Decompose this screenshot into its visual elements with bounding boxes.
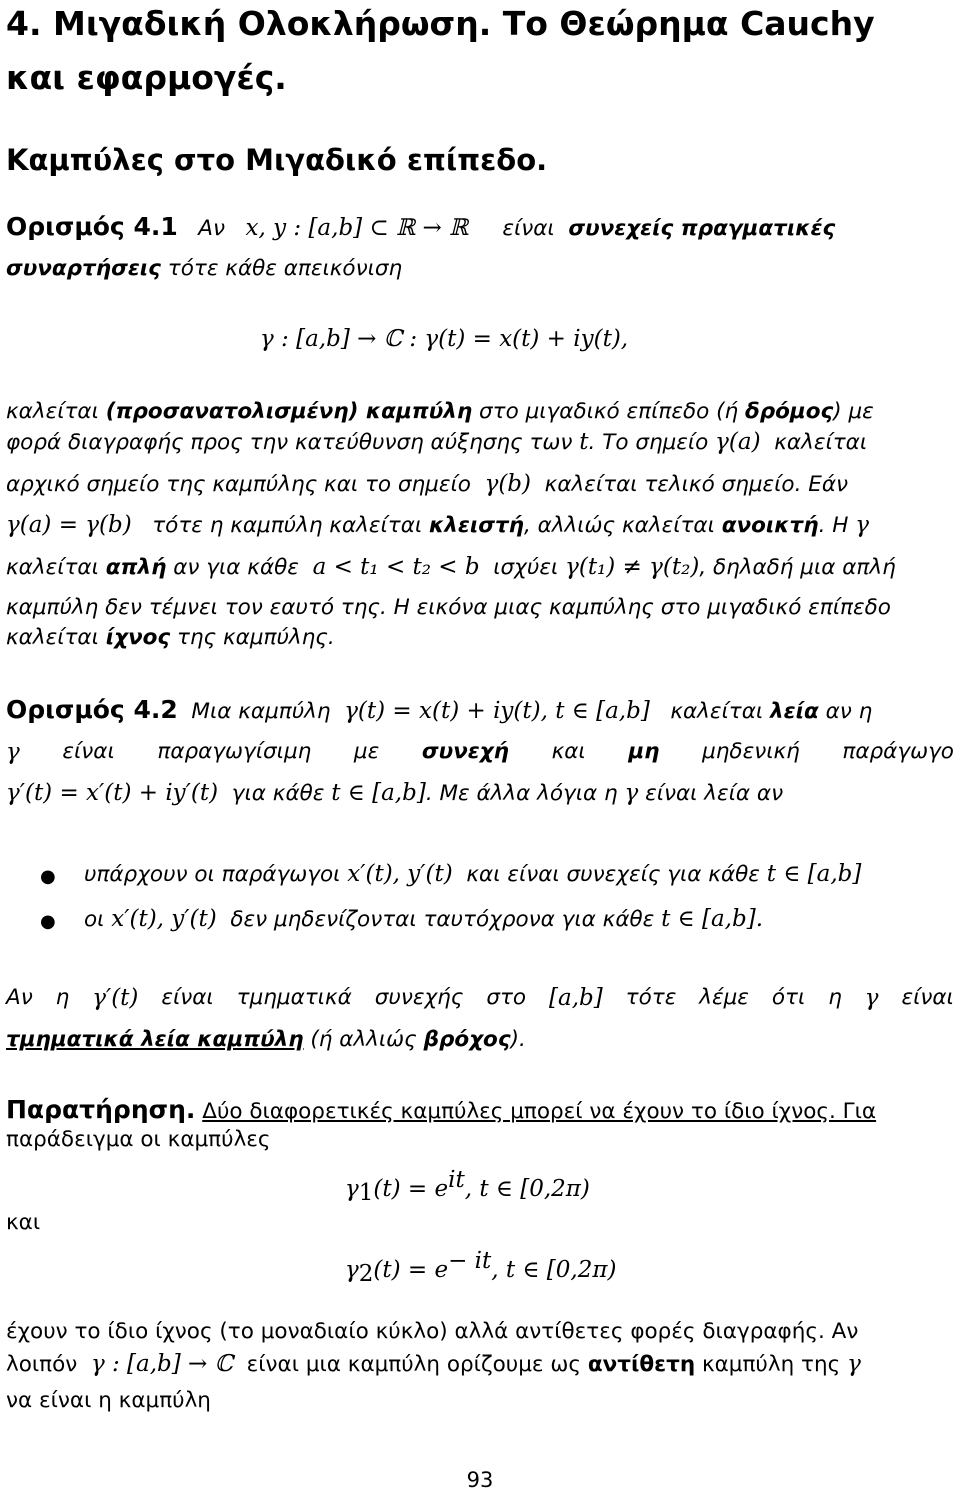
def1-para-line4 bbox=[6, 511, 954, 540]
def1-p1-a: καλείται bbox=[6, 399, 99, 424]
def2-l2-g: μηδενική bbox=[702, 739, 800, 764]
def1-line2 bbox=[6, 255, 954, 283]
remark-p2-b: είναι μια καμπύλη ορίζουμε ως bbox=[246, 1352, 581, 1377]
remark-t2: παράδειγμα οι καμπύλες bbox=[6, 1127, 271, 1152]
remark-line1 bbox=[6, 1096, 954, 1126]
def2-line2 bbox=[6, 738, 954, 766]
def1-p7-c: της καμπύλης. bbox=[176, 625, 335, 650]
remark-f1-b: (t) = e bbox=[373, 1176, 449, 1202]
def1-p5-m2: γ(t₁) ≠ γ(t₂) bbox=[565, 554, 700, 580]
remark-f2-b: (t) = e bbox=[373, 1257, 449, 1283]
def2-p2-c: βρόχος bbox=[423, 1027, 511, 1052]
remark-f1-sub: 1 bbox=[358, 1180, 374, 1206]
def1-p1-e: ) με bbox=[833, 399, 874, 424]
def2-p2-a: τμηματικά λεία καμπύλη bbox=[6, 1027, 304, 1052]
def1-b1: συνεχείς πραγματικές bbox=[568, 216, 836, 241]
remark-f2-sub: 2 bbox=[358, 1261, 374, 1287]
remark-p2-c: αντίθετη bbox=[587, 1352, 696, 1377]
def2-p1-g: τότε bbox=[625, 985, 677, 1010]
def2-l2-c: με bbox=[353, 739, 380, 764]
def2-p1-j: η bbox=[828, 985, 842, 1010]
def2-bullet2-m2: t ∈ [a,b]. bbox=[661, 906, 764, 932]
def2-p1-a: Αν bbox=[6, 985, 33, 1010]
remark-f1-sup: it bbox=[448, 1167, 465, 1193]
def1-b2: συναρτήσεις bbox=[6, 256, 161, 281]
remark-f1-c: , t ∈ [0,2π) bbox=[464, 1176, 590, 1202]
def2-p1-c: είναι bbox=[161, 985, 214, 1010]
remark-p1: έχουν το ίδιο ίχνος (το μοναδιαίο κύκλο) αλλά αντίθετες φορές διαγραφής. Αν bbox=[6, 1319, 859, 1344]
def1-label: Ορισμός 4.1 bbox=[6, 212, 178, 241]
def2-p1-e: συνεχής bbox=[374, 985, 464, 1010]
def2-p1-f: στο bbox=[486, 985, 527, 1010]
remark-f2-c: , t ∈ [0,2π) bbox=[491, 1257, 617, 1283]
def2-p1-b: η bbox=[55, 985, 70, 1010]
def1-p3-a: αρχικό σημείο της καμπύλης και το σημείο bbox=[6, 472, 471, 497]
remark-para-line3 bbox=[6, 1387, 954, 1415]
def1-line1 bbox=[6, 213, 954, 243]
def1-para-line5 bbox=[6, 553, 954, 582]
def2-p1-m2: [a,b] bbox=[549, 985, 603, 1011]
def1-p5-e: , δηλαδή μια απλή bbox=[699, 555, 896, 580]
def1-p4-m2: γ bbox=[855, 512, 870, 538]
def1-p3-m: γ(b) bbox=[484, 471, 531, 497]
def1-p4-b: κλειστή bbox=[428, 513, 524, 538]
def2-l2-b: παραγωγίσιμη bbox=[157, 739, 312, 764]
def2-label: Ορισμός 4.2 bbox=[6, 695, 178, 724]
def2-line3 bbox=[6, 779, 954, 808]
section-title: Καμπύλες στο Μιγαδικό επίπεδο. bbox=[6, 143, 548, 177]
def1-t2: είναι bbox=[502, 216, 555, 241]
def1-p1-b: (προσανατολισμένη) καμπύλη bbox=[105, 399, 473, 424]
remark-f2-sup: − it bbox=[448, 1248, 492, 1274]
remark-p2-d: καμπύλη της bbox=[701, 1352, 841, 1377]
def2-l3-c: είναι λεία αν bbox=[645, 781, 784, 806]
def2-l2-f: μη bbox=[628, 739, 660, 764]
def1-p6: καμπύλη δεν τέμνει τον εαυτό της. Η εικόνα μιας καμπύλης στο μιγαδικό επίπεδο bbox=[6, 595, 891, 620]
def2-p2-d: ). bbox=[510, 1027, 526, 1052]
page-number: 93 bbox=[466, 1468, 494, 1492]
def2-l2-a: είναι bbox=[62, 739, 115, 764]
def2-bullet1-b: και είναι συνεχείς για κάθε bbox=[466, 862, 760, 887]
def2-para-line2 bbox=[6, 1026, 954, 1054]
def1-p7-b: ίχνος bbox=[105, 625, 171, 650]
def1-formula bbox=[260, 325, 954, 354]
remark-t1: Δύο διαφορετικές καμπύλες μπορεί να έχουν το ίδιο ίχνος. Για bbox=[202, 1099, 877, 1124]
def2-p1-h: λέμε bbox=[699, 985, 749, 1010]
def1-p4-e: . Η bbox=[818, 513, 849, 538]
def2-l3-m: γ′(t) = x′(t) + iy′(t) bbox=[6, 780, 219, 806]
def1-p1-c: στο μιγαδικό επίπεδο (ή bbox=[479, 399, 739, 424]
remark-formula1 bbox=[345, 1166, 954, 1207]
def2-bullet1 bbox=[84, 860, 954, 889]
def2-p1-m: γ′(t) bbox=[92, 985, 139, 1011]
def2-l3-a: για κάθε bbox=[231, 781, 325, 806]
def2-p1-k: είναι bbox=[901, 985, 954, 1010]
def1-p2-m: t bbox=[579, 429, 589, 455]
remark-para-line2 bbox=[6, 1350, 954, 1379]
def2-bullet2-b: δεν μηδενίζονται ταυτόχρονα για κάθε bbox=[230, 907, 655, 932]
def2-p1-d: τμηματικά bbox=[236, 985, 352, 1010]
def2-bullet2-m: x′(t), y′(t) bbox=[111, 906, 217, 932]
def1-t3: τότε κάθε απεικόνιση bbox=[167, 256, 403, 281]
def1-p5-m: a < t₁ < t₂ < b bbox=[312, 554, 480, 580]
remark-label: Παρατήρηση. bbox=[6, 1095, 196, 1124]
remark-p2-m2: γ bbox=[847, 1351, 861, 1377]
remark-f1-a: γ bbox=[345, 1176, 359, 1202]
remark-p2-m: γ : [a,b] → ℂ bbox=[90, 1351, 233, 1377]
def1-p2-c: καλείται bbox=[774, 430, 868, 455]
def1-p2-a: φορά διαγραφής προς την κατεύθυνση αύξησης των bbox=[6, 430, 573, 455]
def2-l3-m3: γ bbox=[624, 780, 639, 806]
def2-l2-h: παράγωγο bbox=[842, 739, 954, 764]
def1-formula: γ : [a,b] → ℂ : γ(t) = x(t) + iy(t), bbox=[260, 326, 629, 352]
remark-formula2 bbox=[345, 1247, 954, 1288]
def2-m1: γ(t) = x(t) + iy(t), t ∈ [a,b] bbox=[344, 698, 650, 724]
def1-p5-b: απλή bbox=[105, 555, 167, 580]
def2-l2-d: συνεχή bbox=[421, 739, 509, 764]
def1-p2-m2: γ(a) bbox=[715, 429, 761, 455]
def1-para-line2 bbox=[6, 428, 954, 457]
def2-l3-b: . Με άλλα λόγια η bbox=[425, 781, 618, 806]
bullet-dot: ● bbox=[40, 866, 56, 887]
def2-l2-m: γ bbox=[6, 739, 20, 765]
def2-p1-m3: γ bbox=[864, 985, 879, 1011]
def1-p4-c: , αλλιώς καλείται bbox=[523, 513, 715, 538]
def1-para-line1 bbox=[6, 398, 954, 426]
def1-p4-a: τότε η καμπύλη καλείται bbox=[152, 513, 423, 538]
def1-t1: Αν bbox=[198, 216, 225, 241]
remark-para-line1 bbox=[6, 1318, 954, 1346]
def1-p5-a: καλείται bbox=[6, 555, 99, 580]
remark-f2-a: γ bbox=[345, 1257, 359, 1283]
bullet-dot: ● bbox=[40, 911, 56, 932]
def1-p7-a: καλείται bbox=[6, 625, 99, 650]
def1-p3-b: καλείται τελικό σημείο. Εάν bbox=[544, 472, 849, 497]
remark-p3: να είναι η καμπύλη bbox=[6, 1388, 211, 1413]
def2-t3: αν η bbox=[825, 699, 873, 724]
chapter-title-line2: και εφαρμογές. bbox=[6, 58, 287, 97]
def2-para-line1 bbox=[6, 984, 954, 1012]
def1-p5-d: ισχύει bbox=[493, 555, 559, 580]
def1-p4-m: γ(a) = γ(b) bbox=[6, 512, 132, 538]
def2-bullet1-a: υπάρχουν οι παράγωγοι bbox=[84, 862, 341, 887]
def2-b1: λεία bbox=[770, 699, 819, 724]
def1-para-line6 bbox=[6, 594, 954, 622]
def2-t1: Μια καμπύλη bbox=[191, 699, 331, 724]
def1-p4-d: ανοικτή bbox=[721, 513, 819, 538]
def1-p2-b: . Το σημείο bbox=[588, 430, 709, 455]
def1-para-line3 bbox=[6, 470, 954, 499]
def2-p2-b: (ή αλλιώς bbox=[310, 1027, 417, 1052]
def2-t2: καλείται bbox=[670, 699, 764, 724]
def2-bullet1-m2: t ∈ [a,b] bbox=[766, 861, 862, 887]
def2-l3-m2: t ∈ [a,b] bbox=[331, 780, 426, 806]
def2-bullet2 bbox=[84, 905, 954, 934]
def1-p5-c: αν για κάθε bbox=[173, 555, 299, 580]
remark-line2 bbox=[6, 1126, 954, 1154]
def2-bullet1-m: x′(t), y′(t) bbox=[347, 861, 453, 887]
def2-l2-e: και bbox=[551, 739, 586, 764]
def2-p1-i: ότι bbox=[771, 985, 806, 1010]
remark-and: και bbox=[6, 1210, 41, 1235]
def2-line1 bbox=[6, 696, 954, 726]
def1-p1-d: δρόμος bbox=[744, 399, 834, 424]
chapter-title-line1: 4. Μιγαδική Ολοκλήρωση. Το Θεώρημα Cauchy bbox=[6, 4, 875, 43]
def1-math: x, y : [a,b] ⊂ ℝ → ℝ bbox=[245, 215, 469, 241]
def2-bullet2-a: οι bbox=[84, 907, 105, 932]
remark-p2-a: λοιπόν bbox=[6, 1352, 78, 1377]
def1-para-line7 bbox=[6, 624, 954, 652]
